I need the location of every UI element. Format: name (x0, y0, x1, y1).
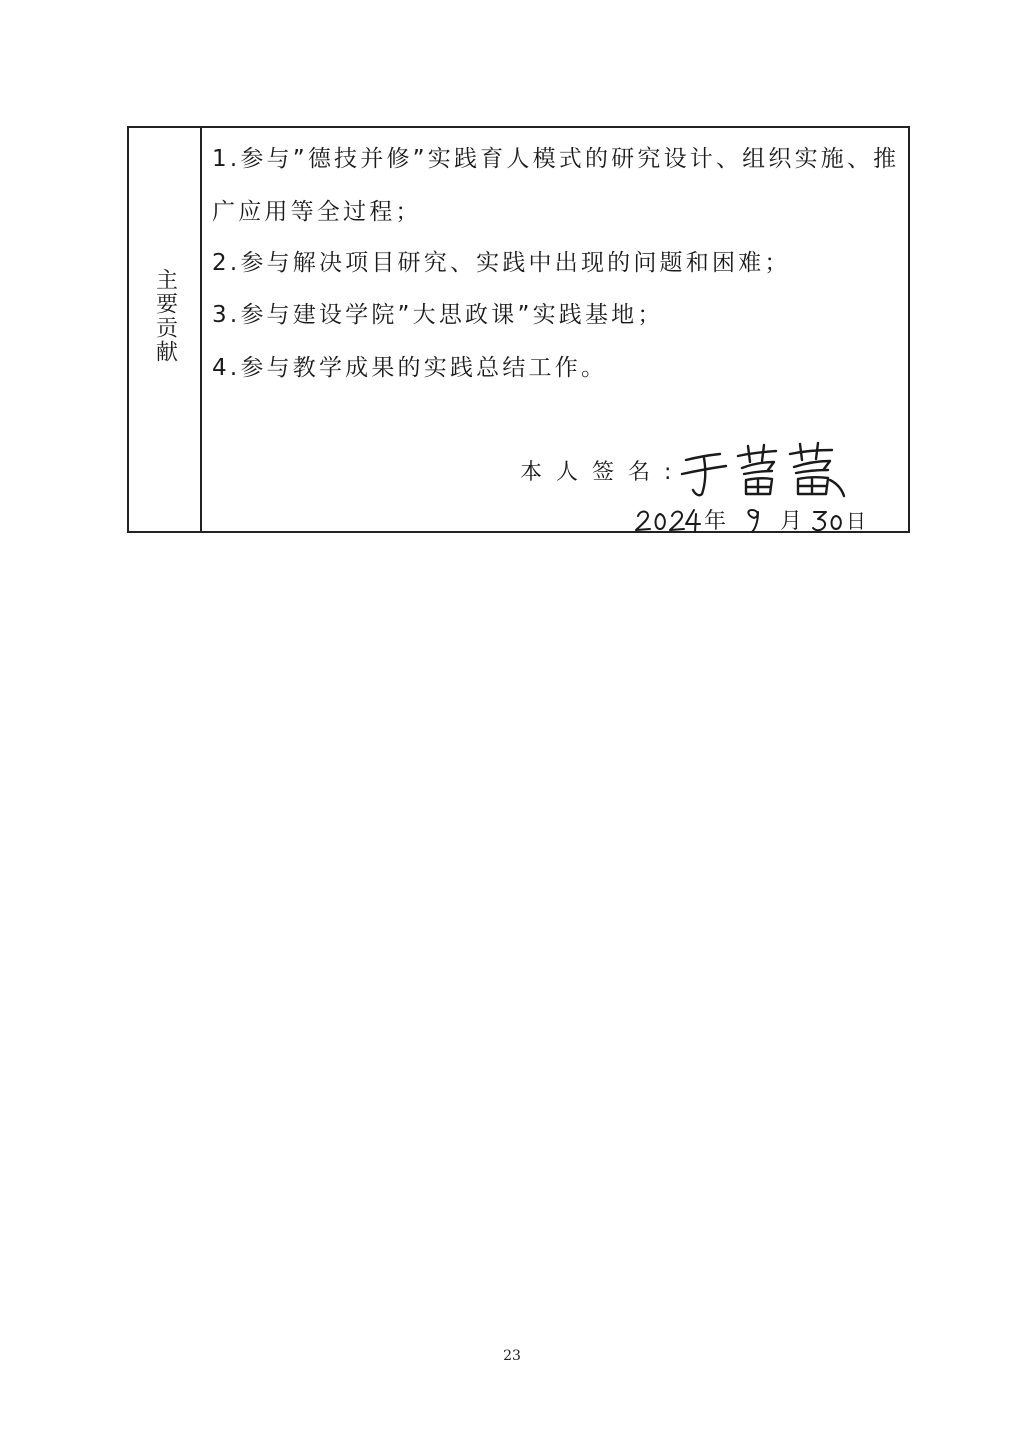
date-day-unit: 日 (846, 509, 866, 533)
page-number: 23 (503, 1348, 521, 1364)
date-year-unit: 年 (704, 509, 727, 534)
contribution-item-3: 3.参与建设学院”大思政课”实践基地； (212, 302, 664, 328)
contribution-item-1-continued: 广应用等全过程； (212, 199, 422, 225)
contribution-item-2: 2.参与解决项目研究、实践中出现的问题和困难； (212, 250, 791, 276)
signature-date (632, 502, 892, 536)
date-month-handwritten (748, 510, 758, 532)
handwritten-signature (680, 440, 850, 500)
date-month-unit: 月 (780, 509, 803, 534)
signature-label: 本人签名: (520, 460, 686, 485)
date-year-handwritten (636, 510, 700, 532)
main-contribution-label: 主要贡献 (152, 267, 178, 364)
contribution-item-4: 4.参与教学成果的实践总结工作。 (212, 355, 608, 381)
contribution-item-1: 1.参与”德技并修”实践育人模式的研究设计、组织实施、推 (212, 146, 900, 172)
date-day-handwritten (813, 512, 841, 530)
label-cell (129, 128, 202, 531)
content-cell (202, 128, 908, 534)
contribution-table (127, 126, 910, 533)
